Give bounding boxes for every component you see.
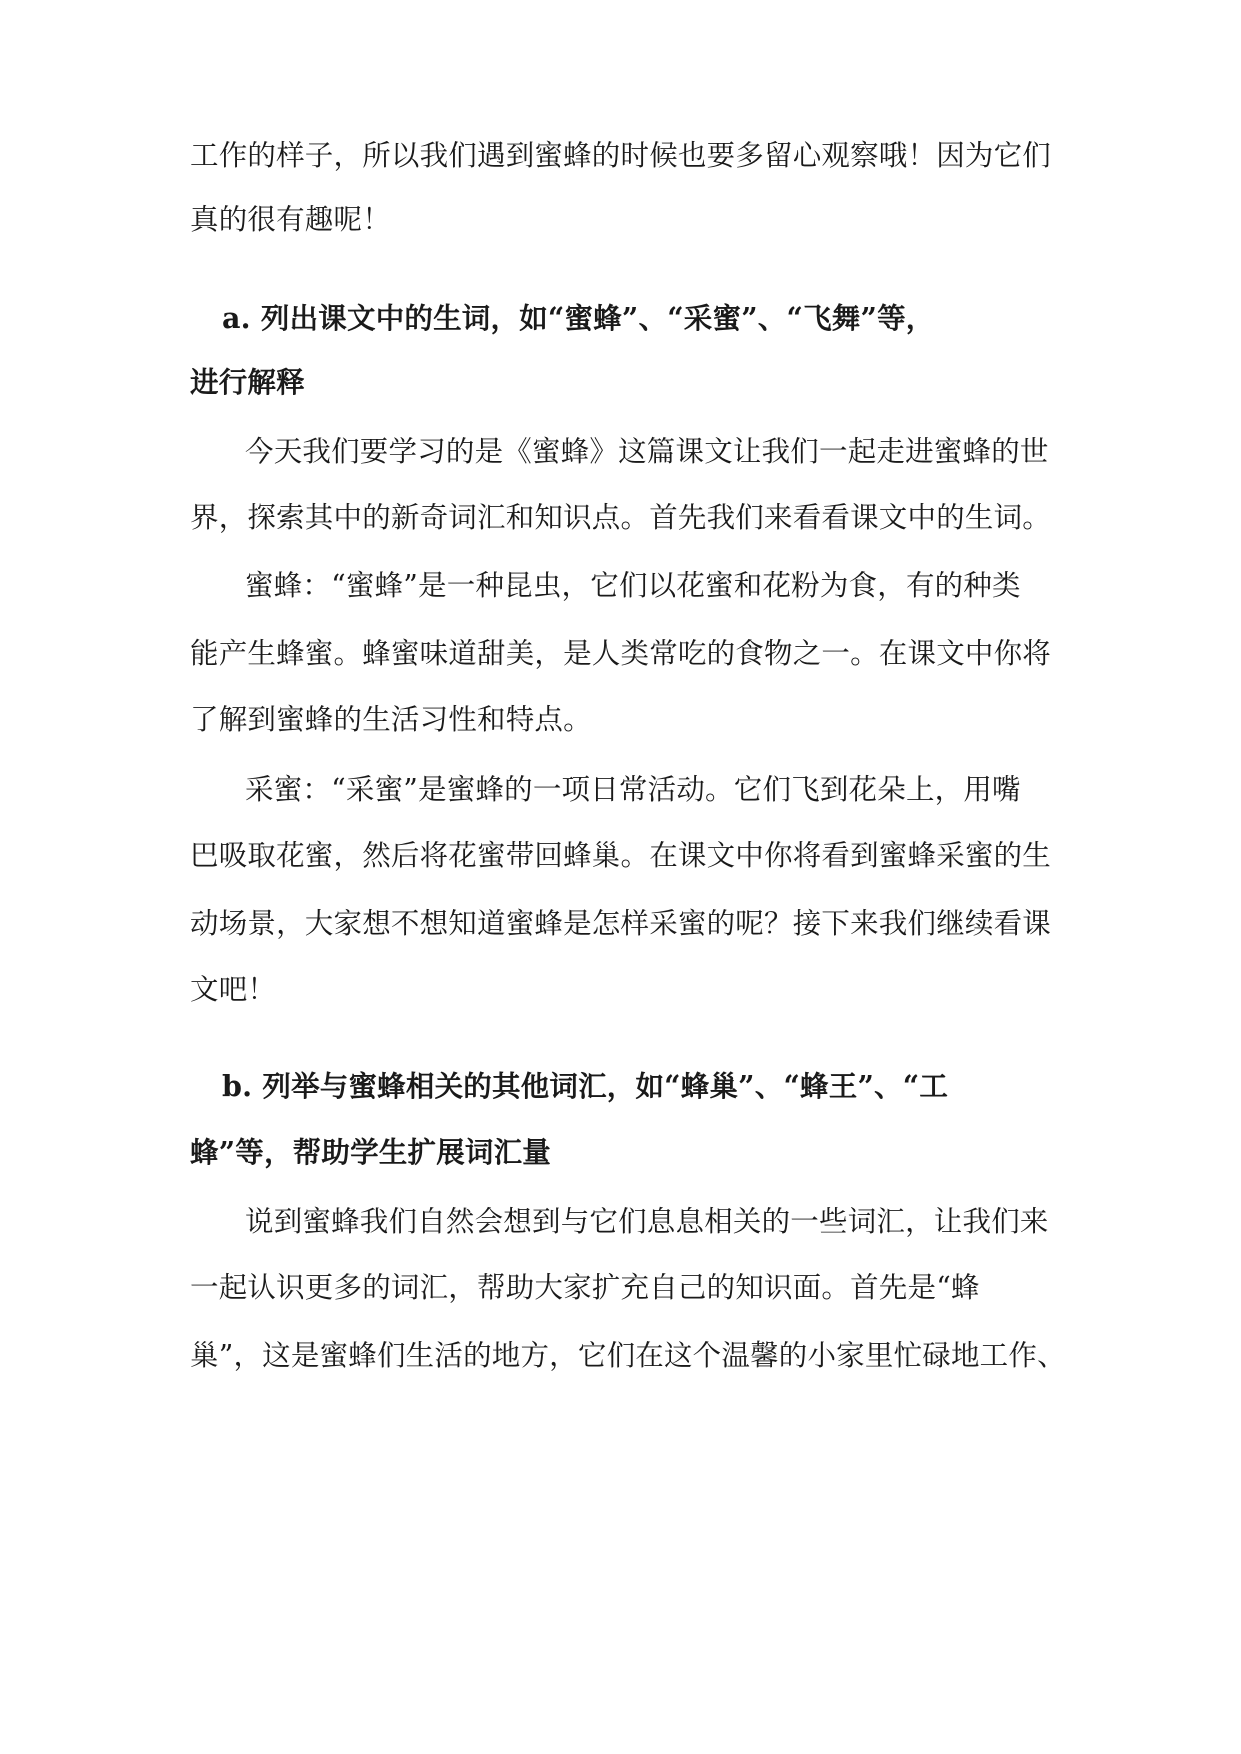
text-line: 界，探索其中的新奇词汇和知识点。首先我们来看看课文中的生词。 bbox=[190, 501, 1052, 534]
text-line: 蜜蜂：“蜜蜂”是一种昆虫，它们以花蜜和花粉为食，有的种类 bbox=[245, 569, 1021, 602]
section-heading-a-continued: 进行解释 bbox=[190, 365, 305, 399]
text-line: 真的很有趣呢！ bbox=[190, 203, 391, 236]
text-line: 巢”，这是蜜蜂们生活的地方，它们在这个温馨的小家里忙碌地工作、 bbox=[190, 1339, 1066, 1372]
text-line: 今天我们要学习的是《蜜蜂》这篇课文让我们一起走进蜜蜂的世 bbox=[245, 435, 1049, 468]
text-line: 动场景，大家想不想知道蜜蜂是怎样采蜜的呢？接下来我们继续看课 bbox=[190, 907, 1052, 940]
text-line: 采蜜：“采蜜”是蜜蜂的一项日常活动。它们飞到花朵上，用嘴 bbox=[245, 773, 1021, 806]
text-line: 说到蜜蜂我们自然会想到与它们息息相关的一些词汇，让我们来 bbox=[245, 1205, 1049, 1238]
text-line: 了解到蜜蜂的生活习性和特点。 bbox=[190, 703, 592, 736]
section-heading-a: a. 列出课文中的生词，如“蜜蜂”、“采蜜”、“飞舞”等， bbox=[222, 301, 935, 335]
section-heading-b-continued: 蜂”等，帮助学生扩展词汇量 bbox=[190, 1135, 551, 1169]
section-heading-b: b. 列举与蜜蜂相关的其他词汇，如“蜂巢”、“蜂王”、“工 bbox=[222, 1069, 949, 1103]
text-line: 巴吸取花蜜，然后将花蜜带回蜂巢。在课文中你将看到蜜蜂采蜜的生 bbox=[190, 839, 1052, 872]
text-line: 一起认识更多的词汇，帮助大家扩充自己的知识面。首先是“蜂 bbox=[190, 1271, 980, 1304]
text-line: 能产生蜂蜜。蜂蜜味道甜美，是人类常吃的食物之一。在课文中你将 bbox=[190, 637, 1052, 670]
text-line: 文吧！ bbox=[190, 973, 277, 1006]
text-line: 工作的样子，所以我们遇到蜜蜂的时候也要多留心观察哦！因为它们 bbox=[190, 139, 1052, 172]
